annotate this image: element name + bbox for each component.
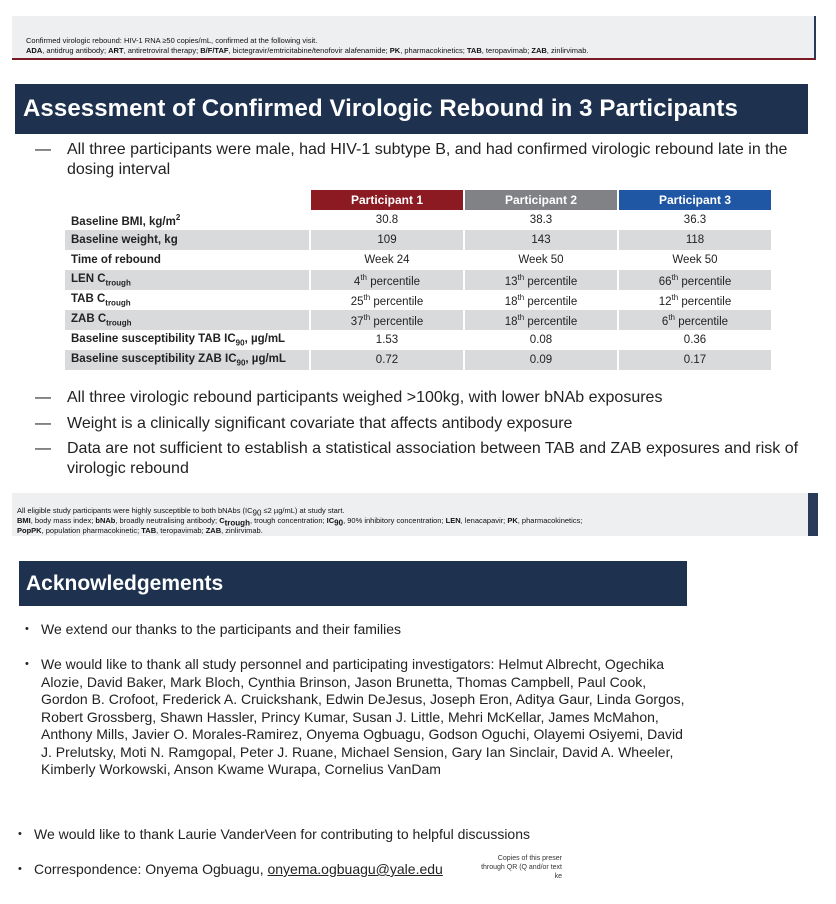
abbr-term: ADA <box>26 46 43 55</box>
bullet-text: We would like to thank all study personnel and participating investigators: Helmut Albrecht, Ogechika Alozie, David Baker, Mark Bloch, Cynthia Brinson, Jason Brunetta, Thomas Campbell, Paul Cook, Gordon B. Crofoot, Frederick A. Cruickshank, Edwin DeJesus, Joseph Eron, Aditya Gaur, Linda Gorgos, Robert Grossberg, Shawn Hassler, Princy Kumar, Susan J. Little, Mehri McKellar, James McMahon, Anthony Mills, Javier O. Morales-Ramirez, Onyema Ogbuagu, Godson Oguchi, Olayemi Osiyemi, David J. Prelutsky, Moti N. Ramgopal, Peter J. Ruane, Michael Sension, Gary Ian Sinclair, David A. Wheeler, Kimberly Workowski, Anson Kwame Wurapa, Cornelius VanDam <box>41 656 685 777</box>
dash-marker: — <box>35 141 51 158</box>
table-row <box>65 350 771 370</box>
row-label <box>65 210 309 230</box>
table-cell-participant-3: 6th percentile <box>619 310 771 330</box>
ack-bullet-investigators <box>25 656 690 798</box>
row-label-superscript: 2 <box>175 212 181 222</box>
dash-marker: — <box>35 440 51 457</box>
table-row <box>65 250 771 270</box>
abbr-definition: , antidrug antibody; <box>42 46 109 55</box>
abbr-term: PK <box>389 46 401 55</box>
table-cell-participant-2: 0.08 <box>529 334 553 346</box>
row-label-text: LEN C <box>71 272 106 285</box>
dash-bullet-intro <box>35 140 825 182</box>
table-cell-participant-2: Week 50 <box>518 254 564 266</box>
abbr-definition: , pharmacokinetics; <box>400 46 467 55</box>
row-label <box>65 290 309 310</box>
table-cell-participant-2: 13th percentile <box>465 270 617 290</box>
table-cell-participant-2: 143 <box>465 230 617 250</box>
correspondence-text <box>34 861 443 879</box>
abbr-term: B/F/TAF <box>200 46 229 55</box>
bullet-text: Data are not sufficient to establish a statistical association between TAB and ZAB exposures and risk of virologic rebound <box>67 440 799 477</box>
table-cell-participant-3: 0.17 <box>619 350 771 370</box>
row-label-subscript: 90 <box>235 338 245 348</box>
row-label-unit: , µg/mL <box>245 352 286 365</box>
column-header-participant-1: Participant 1 <box>311 190 463 210</box>
top-footnote-line2 <box>26 46 588 55</box>
row-label <box>65 330 309 350</box>
top-footnote-line1: Confirmed virologic rebound: HIV-1 RNA ≥50 copies/mL, confirmed at the following visit. <box>26 36 318 45</box>
section-title-rebound: Assessment of Confirmed Virologic Rebound in 3 Participants <box>23 95 738 122</box>
bottom-footnote-panel <box>12 493 818 536</box>
row-label-subscript: trough <box>105 278 131 288</box>
dash-marker: — <box>35 415 51 432</box>
section-header-rebound <box>15 84 808 134</box>
row-label-text: Time of rebound <box>71 254 161 266</box>
table-header-empty <box>65 190 309 210</box>
table-cell-participant-3: Week 50 <box>672 254 718 266</box>
rebound-table <box>63 190 779 370</box>
table-cell-participant-1: Week 24 <box>364 254 410 266</box>
table-cell-participant-1: 37th percentile <box>311 310 463 330</box>
abbr-definition: , bictegravir/emtricitabine/tenofovir alafenamide; <box>228 46 390 55</box>
bullet-text: We extend our thanks to the participants and their families <box>41 621 402 637</box>
abbr-term: TAB <box>466 46 482 55</box>
column-header-participant-2: Participant 2 <box>465 190 617 210</box>
dash-bullet-insufficient-data <box>35 439 830 481</box>
row-label <box>65 250 309 270</box>
table-cell-participant-1: 25th percentile <box>350 292 424 308</box>
row-label-text: Baseline susceptibility ZAB IC <box>71 352 237 365</box>
table-header-row <box>65 190 771 210</box>
table-row <box>65 210 771 230</box>
bullet-dot: • <box>18 828 22 840</box>
abbr-definition: , zinlirvimab. <box>546 46 589 55</box>
bottom-footnote-line1: All eligible study participants were highly susceptible to both bNAbs ($IC_{90} \le 2$ µg/mL) at study start. <box>17 506 345 518</box>
table-row <box>65 290 771 310</box>
abbr-term: ART <box>108 46 124 55</box>
table-cell-participant-3: 0.36 <box>683 334 707 346</box>
table-cell-participant-3: 118 <box>619 230 771 250</box>
table-row <box>65 270 771 290</box>
table-cell-participant-3: 12th percentile <box>658 292 732 308</box>
ack-bullet-correspondence <box>18 861 478 881</box>
table-cell-participant-2: 18th percentile <box>465 310 617 330</box>
row-label-text: Baseline BMI, kg/m <box>71 215 176 228</box>
correspondence-label: Correspondence: Onyema Ogbuagu, <box>34 861 268 877</box>
ack-bullet-participants <box>25 621 675 641</box>
row-label-text: TAB C <box>71 292 106 305</box>
dash-bullet-covariate <box>35 414 825 434</box>
table-cell-participant-1: 30.8 <box>375 214 399 226</box>
table-row <box>65 310 771 330</box>
table-cell-participant-2: 0.09 <box>465 350 617 370</box>
section-header-acknowledgements <box>19 561 687 606</box>
bullet-dot: • <box>25 623 29 635</box>
table-cell-participant-2: 38.3 <box>529 214 553 226</box>
table-cell-participant-1: 1.53 <box>375 334 399 346</box>
row-label-text: ZAB C <box>71 312 107 325</box>
table-cell-participant-2: 18th percentile <box>504 292 578 308</box>
column-header-participant-3: Participant 3 <box>619 190 771 210</box>
table-cell-participant-1: 0.72 <box>311 350 463 370</box>
table-cell-participant-1: 109 <box>311 230 463 250</box>
abbr-definition: , teropavimab; <box>481 46 532 55</box>
row-label-unit: , µg/mL <box>244 332 286 345</box>
row-label-text: Baseline susceptibility TAB IC <box>71 332 236 345</box>
bottom-footnote-line2: BMI, body mass index; bNAb, broadly neutralising antibody; $C_{trough}$, trough concentration; $IC_{90}$, 90% inhibitory concentration; LEN, lenacapavir; PK, pharmacokinetics; <box>17 516 583 528</box>
ack-bullet-discussions <box>18 826 618 846</box>
row-label <box>65 310 309 330</box>
row-label <box>65 350 309 370</box>
section-title-acknowledgements: Acknowledgements <box>26 572 224 595</box>
bullet-dot: • <box>25 658 29 670</box>
dash-marker: — <box>35 389 51 406</box>
panel-edge-bar <box>808 493 818 536</box>
row-label-subscript: 90 <box>236 358 246 368</box>
abbr-definition: , antiretroviral therapy; <box>123 46 201 55</box>
correspondence-email-link[interactable]: onyema.ogbuagu@yale.edu <box>267 861 443 877</box>
row-label-subscript: trough <box>106 318 132 328</box>
dash-bullet-weight-exposure <box>35 388 825 408</box>
row-label-text: Baseline weight, kg <box>71 234 178 246</box>
bullet-text: All three virologic rebound participants weighed >100kg, with lower bNAb exposures <box>67 389 663 406</box>
row-label <box>65 270 309 290</box>
table-row <box>65 330 771 350</box>
bottom-footnote-line3: PopPK, population pharmacokinetic; TAB, teropavimab; ZAB, zinlirvimab. <box>17 526 263 535</box>
bullet-text: Weight is a clinically significant covariate that affects antibody exposure <box>67 415 573 432</box>
table-cell-participant-3: 66th percentile <box>619 270 771 290</box>
row-label <box>65 230 309 250</box>
table-row <box>65 230 771 250</box>
bullet-text: We would like to thank Laurie VanderVeen for contributing to helpful discussions <box>34 826 531 842</box>
bullet-text: All three participants were male, had HIV-1 subtype B, and had confirmed virologic rebound late in the dosing interval <box>67 141 788 178</box>
table-cell-participant-3: 36.3 <box>683 214 707 226</box>
table-cell-participant-1: 4th percentile <box>311 270 463 290</box>
bullet-dot: • <box>18 863 22 875</box>
row-label-subscript: trough <box>105 298 131 308</box>
top-footnote-panel <box>12 16 816 60</box>
abbr-term: ZAB <box>531 46 547 55</box>
qr-note: Copies of this preser through QR (Q and/or text ke <box>481 855 562 880</box>
